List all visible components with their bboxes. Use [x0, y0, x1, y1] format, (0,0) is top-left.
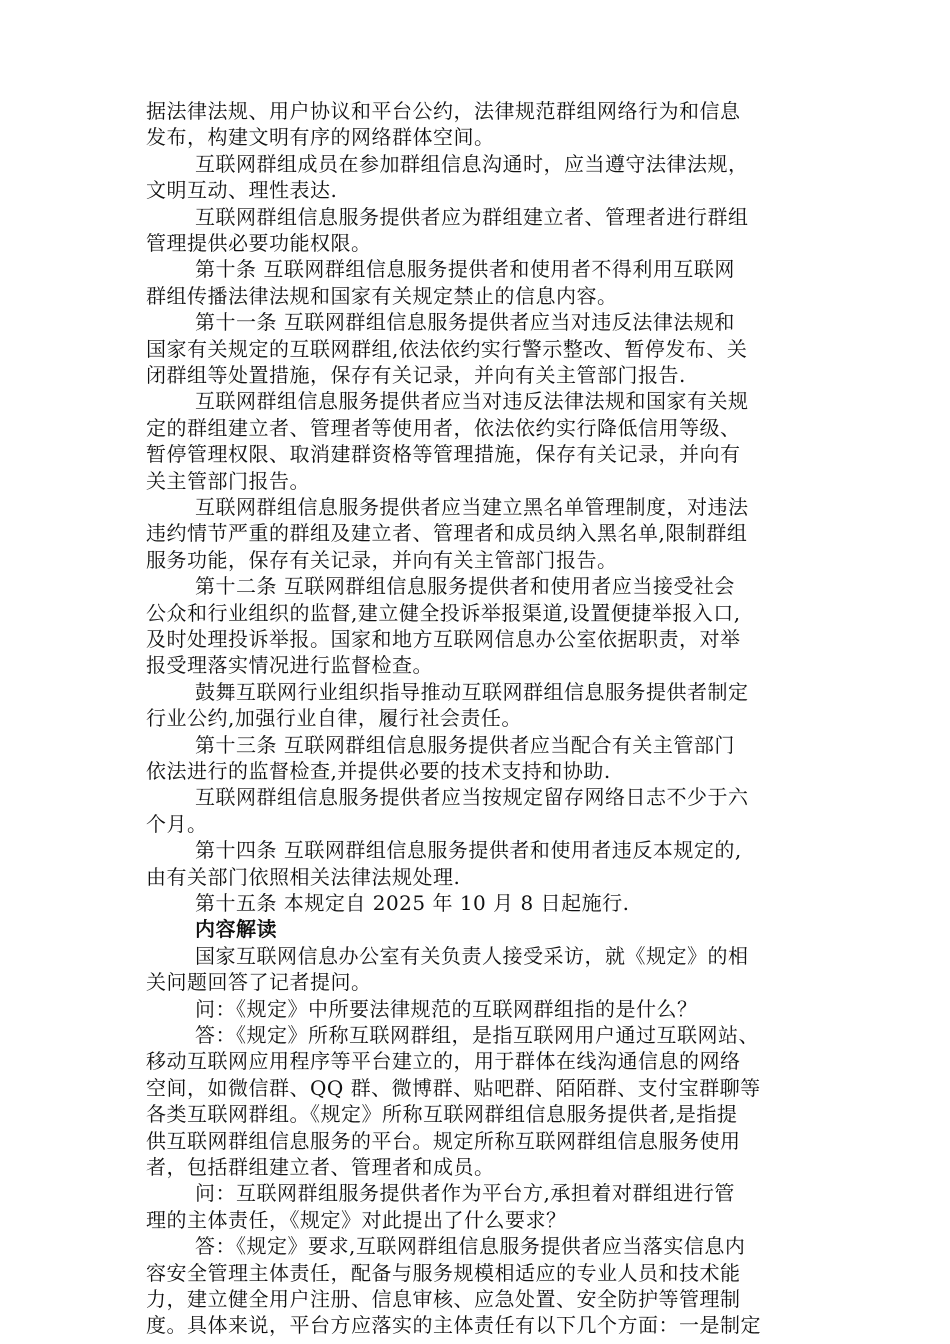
text-line: 闭群组等处置措施，保存有关记录，并向有关主管部门报告. — [146, 363, 686, 387]
text-line: 容安全管理主体责任，配备与服务规模相适应的专业人员和技术能 — [146, 1260, 741, 1285]
text-line: 第十二条 互联网群组信息服务提供者和使用者应当接受社会 — [195, 574, 735, 599]
text-line: 度。具体来说，平台方应落实的主体责任有以下几个方面：一是制定 — [146, 1313, 761, 1338]
text-line: 报受理落实情况进行监督检查。 — [146, 653, 433, 678]
section-heading: 内容解读 — [195, 917, 277, 942]
text-line: 由有关部门依照相关法律法规处理. — [146, 864, 461, 889]
text-line: 互联网群组信息服务提供者应当建立黑名单管理制度，对违法 — [195, 495, 749, 519]
text-line: 公众和行业组织的监督,建立健全投诉举报渠道,设置便捷举报入口, — [146, 600, 741, 625]
text-line: 群组传播法律法规和国家有关规定禁止的信息内容。 — [146, 283, 618, 308]
text-line: 互联网群组信息服务提供者应为群组建立者、管理者进行群组 — [195, 204, 749, 229]
text-line: 第十条 互联网群组信息服务提供者和使用者不得利用互联网 — [195, 257, 735, 282]
text-line: 力，建立健全用户注册、信息审核、应急处置、安全防护等管理制 — [146, 1287, 741, 1311]
text-line: 第十四条 互联网群组信息服务提供者和使用者违反本规定的, — [195, 838, 742, 863]
text-line: 答：《规定》要求,互联网群组信息服务提供者应当落实信息内 — [195, 1234, 746, 1259]
text-line: 供互联网群组信息服务的平台。规定所称互联网群组信息服务使用 — [146, 1128, 741, 1153]
text-line: 管理提供必要功能权限。 — [146, 231, 372, 255]
text-line: 关问题回答了记者提问。 — [146, 970, 372, 995]
text-line: 文明互动、理性表达. — [146, 178, 338, 203]
text-line: 互联网群组成员在参加群组信息沟通时，应当遵守法律法规， — [195, 151, 749, 176]
text-line: 问：互联网群组服务提供者作为平台方,承担着对群组进行管 — [195, 1181, 735, 1206]
text-line: 空间，如微信群、QQ 群、微博群、贴吧群、陌陌群、支付宝群聊等 — [146, 1075, 761, 1100]
text-line: 国家互联网信息办公室有关负责人接受采访，就《规定》的相 — [195, 943, 749, 968]
text-line: 答：《规定》所称互联网群组，是指互联网用户通过互联网站、 — [195, 1023, 759, 1047]
text-line: 暂停管理权限、取消建群资格等管理措施，保存有关记录，并向有 — [146, 442, 741, 467]
text-line: 发布，构建文明有序的网络群体空间。 — [146, 125, 495, 150]
text-line: 及时处理投诉举报。国家和地方互联网信息办公室依据职责，对举 — [146, 627, 741, 651]
text-line: 第十三条 互联网群组信息服务提供者应当配合有关主管部门 — [195, 732, 735, 757]
text-line: 定的群组建立者、管理者等使用者，依法依约实行降低信用等级、 — [146, 415, 741, 440]
text-line: 理的主体责任，《规定》对此提出了什么要求？ — [146, 1207, 567, 1232]
text-line: 国家有关规定的互联网群组,依法依约实行警示整改、暂停发布、关 — [146, 336, 748, 361]
text-line: 互联网群组信息服务提供者应当按规定留存网络日志不少于六 — [195, 785, 749, 810]
text-line: 据法律法规、用户协议和平台公约，法律规范群组网络行为和信息 — [146, 99, 741, 123]
text-line: 违约情节严重的群组及建立者、管理者和成员纳入黑名单,限制群组 — [146, 521, 748, 546]
text-line: 问：《规定》中所要法律规范的互联网群组指的是什么？ — [195, 996, 698, 1021]
text-line: 各类互联网群组。《规定》所称互联网群组信息服务提供者,是指提 — [146, 1102, 738, 1127]
text-line: 行业公约,加强行业自律，履行社会责任。 — [146, 706, 522, 731]
text-line: 者，包括群组建立者、管理者和成员。 — [146, 1155, 495, 1179]
text-line: 鼓舞互联网行业组织指导推动互联网群组信息服务提供者制定 — [195, 679, 749, 704]
text-line: 依法进行的监督检查,并提供必要的技术支持和协助. — [146, 759, 611, 783]
text-line: 服务功能，保存有关记录，并向有关主管部门报告。 — [146, 547, 618, 572]
text-line: 移动互联网应用程序等平台建立的，用于群体在线沟通信息的网络 — [146, 1049, 741, 1074]
text-line: 个月。 — [146, 811, 208, 836]
text-line: 第十一条 互联网群组信息服务提供者应当对违反法律法规和 — [195, 310, 735, 335]
text-line: 第十五条 本规定自 2025 年 10 月 8 日起施行. — [195, 891, 630, 915]
text-line: 互联网群组信息服务提供者应当对违反法律法规和国家有关规 — [195, 389, 749, 414]
text-line: 关主管部门报告。 — [146, 468, 310, 493]
